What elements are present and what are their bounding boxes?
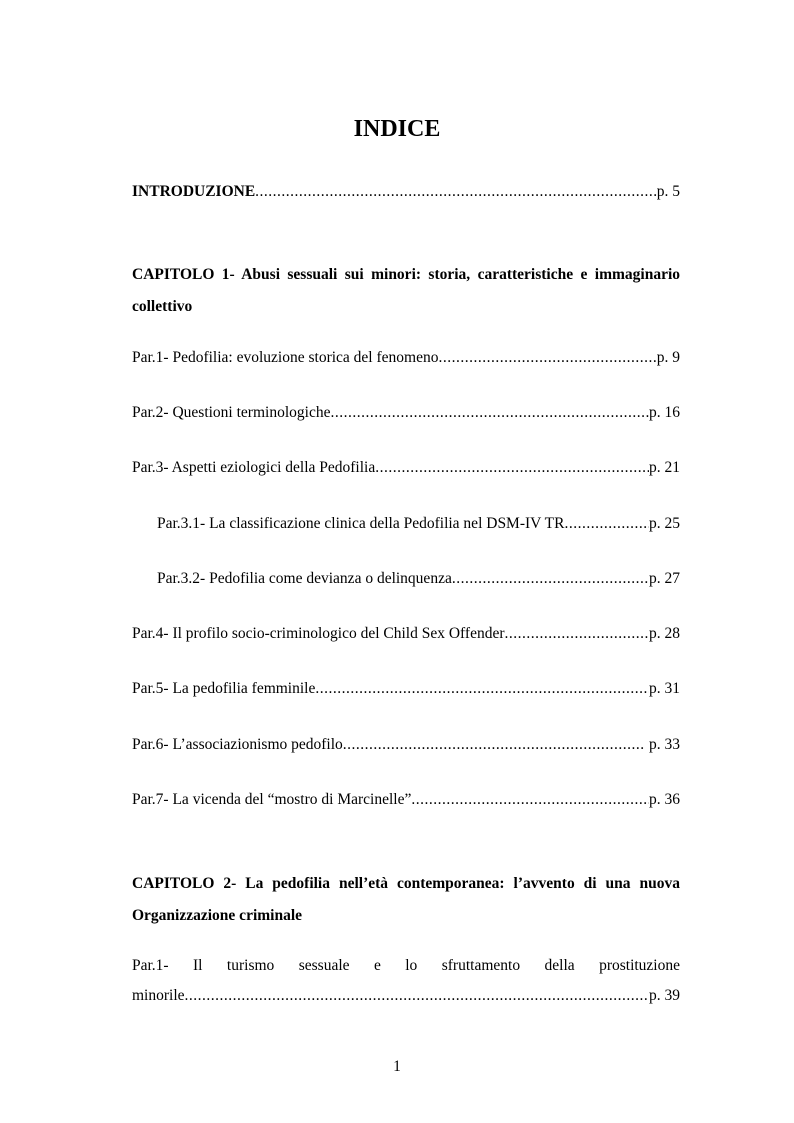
dot-leader bbox=[343, 735, 645, 755]
toc-entry-page: p. 21 bbox=[649, 459, 680, 476]
toc-entry-page: p. 31 bbox=[649, 680, 680, 697]
chapter-1-heading[interactable] bbox=[132, 265, 680, 317]
toc-entry-page: p. 28 bbox=[649, 625, 680, 642]
toc-entry-page: p. 25 bbox=[649, 515, 680, 532]
toc-entry-label: minorile bbox=[132, 987, 185, 1004]
toc-entry-label: Par.5- La pedofilia femminile bbox=[132, 680, 316, 697]
dot-leader bbox=[452, 569, 649, 589]
toc-entry-label: Par.3- Aspetti eziologici della Pedofilia bbox=[132, 459, 376, 476]
toc-entry-page: p. 9 bbox=[656, 349, 680, 366]
toc-entry-ch2-par1[interactable] bbox=[132, 986, 680, 1006]
toc-entry-label: Par.2- Questioni terminologiche bbox=[132, 404, 331, 421]
toc-entry-label: Par.4- Il profilo socio-criminologico del Child Sex Offender bbox=[132, 625, 505, 642]
toc-entry-label: Par.3.2- Pedofilia come devianza o delinquenza bbox=[157, 570, 452, 587]
toc-entry-ch2-par1-line1[interactable]: Par.1- Il turismo sessuale e lo sfruttamento della prostituzione bbox=[132, 957, 680, 974]
dot-leader bbox=[185, 986, 649, 1006]
toc-entry-label: Par.1- Pedofilia: evoluzione storica del fenomeno bbox=[132, 349, 439, 366]
toc-entry-label: Par.6- L’associazionismo pedofilo bbox=[132, 736, 343, 753]
dot-leader bbox=[330, 403, 649, 423]
toc-entry-page: p. 27 bbox=[649, 570, 680, 587]
page-title: INDICE bbox=[353, 116, 441, 142]
toc-entry-par7[interactable] bbox=[132, 790, 680, 810]
chapter-2-title-line2: Organizzazione criminale bbox=[132, 907, 303, 924]
dot-leader bbox=[255, 182, 657, 202]
chapter-1-title-line1: CAPITOLO 1- Abusi sessuali sui minori: storia, caratteristiche e immaginario bbox=[132, 266, 680, 283]
toc-entry-par3-1[interactable] bbox=[157, 514, 680, 534]
page-number: 1 bbox=[393, 1058, 401, 1075]
chapter-1-title-line2: collettivo bbox=[132, 298, 193, 315]
toc-entry-label: INTRODUZIONE bbox=[132, 183, 256, 200]
toc-entry-page: p. 39 bbox=[649, 987, 680, 1004]
toc-entry-label: Par.3.1- La classificazione clinica della Pedofilia nel DSM-IV TR bbox=[157, 515, 565, 532]
chapter-2-title-line1: CAPITOLO 2- La pedofilia nell’età contemporanea: l’avvento di una nuova bbox=[132, 875, 680, 892]
toc-entry-par1[interactable] bbox=[132, 348, 680, 368]
toc-entry-par3-2[interactable] bbox=[157, 569, 680, 589]
toc-entry-par3[interactable] bbox=[132, 458, 680, 478]
toc-entry-page: p. 33 bbox=[645, 736, 680, 753]
toc-entry-par5[interactable] bbox=[132, 679, 680, 699]
dot-leader bbox=[315, 679, 649, 699]
toc-entry-par6[interactable] bbox=[132, 735, 680, 755]
toc-entry-page: p. 5 bbox=[656, 183, 680, 200]
dot-leader bbox=[505, 624, 650, 644]
chapter-2-heading[interactable] bbox=[132, 874, 680, 926]
toc-entry-par4[interactable] bbox=[132, 624, 680, 644]
toc-entry-page: p. 36 bbox=[649, 791, 680, 808]
toc-entry-introduzione[interactable] bbox=[132, 182, 680, 202]
toc-entry-par2[interactable] bbox=[132, 403, 680, 423]
dot-leader bbox=[375, 458, 649, 478]
toc-entry-page: p. 16 bbox=[649, 404, 680, 421]
dot-leader bbox=[564, 514, 649, 534]
dot-leader bbox=[411, 790, 649, 810]
dot-leader bbox=[438, 348, 656, 368]
toc-entry-label: Par.7- La vicenda del “mostro di Marcinelle” bbox=[132, 791, 412, 808]
